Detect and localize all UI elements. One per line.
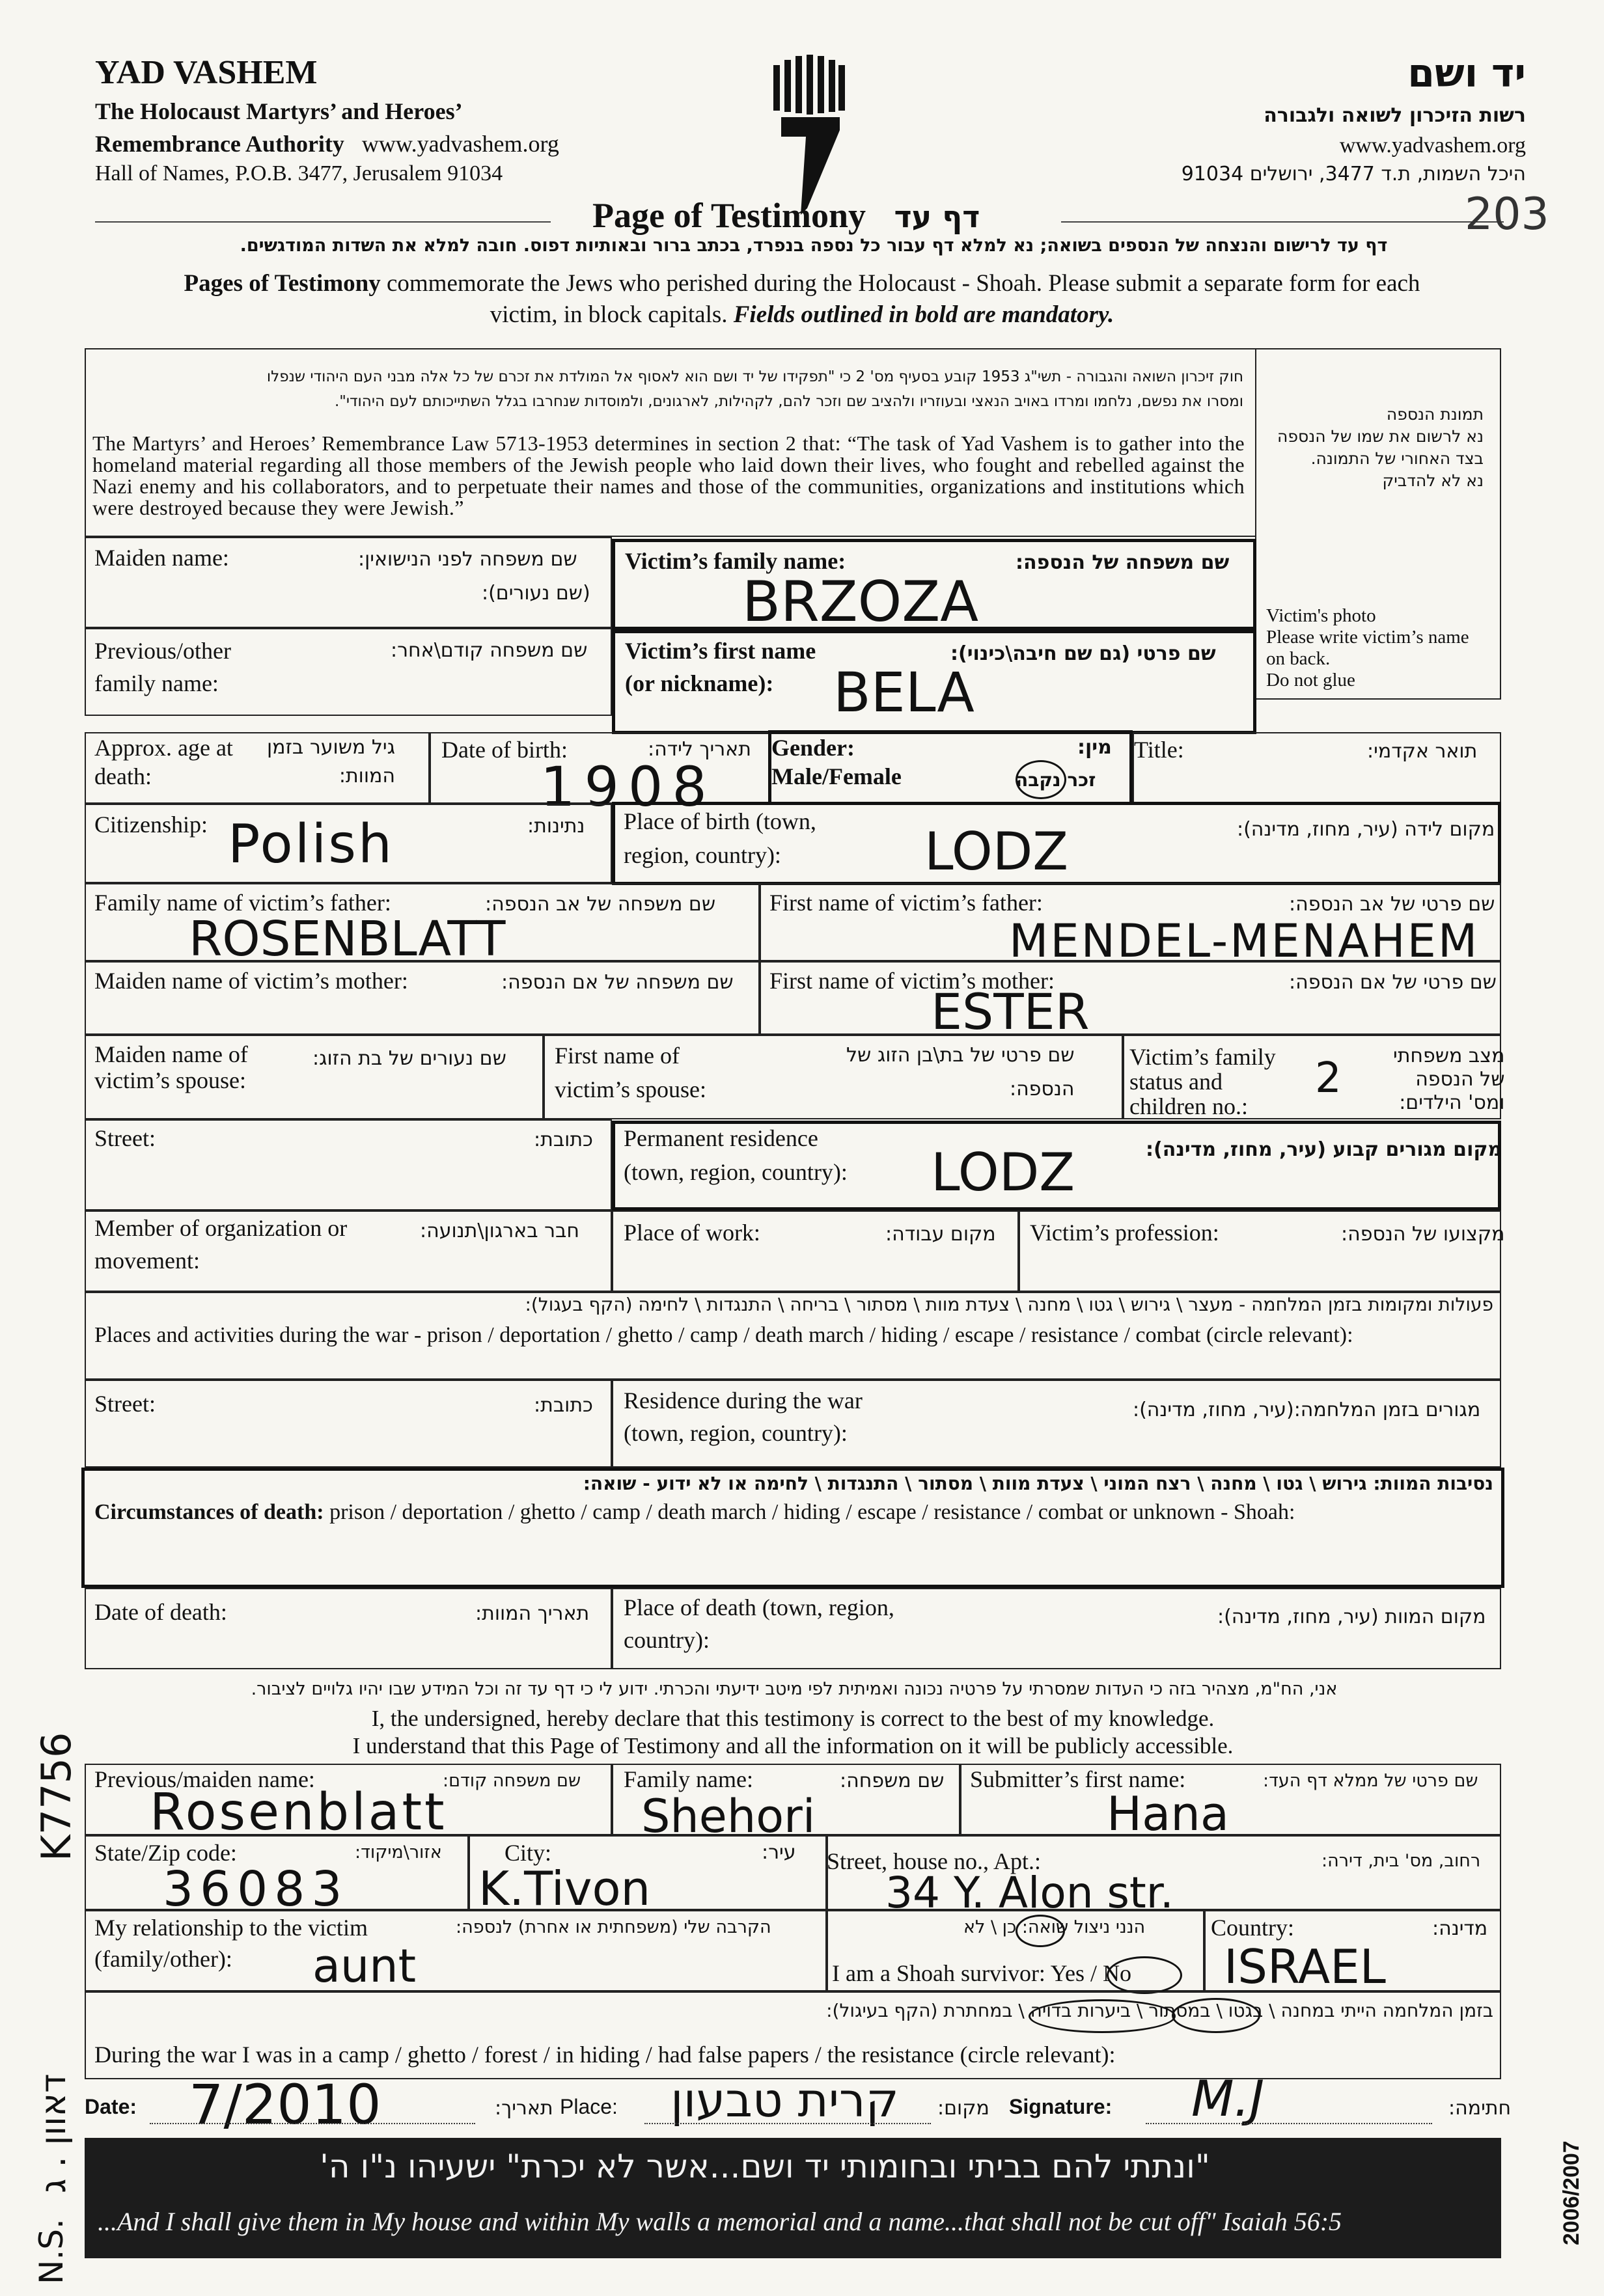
spouse-first-name-label-1: First name of	[555, 1043, 680, 1069]
photo-instructions-he	[1277, 403, 1484, 492]
profession-label: Victim’s profession:	[1030, 1220, 1219, 1246]
instruction-he: דף עד לרישום והנצחה של הנספים בשואה; נא למלא דף עבור כל נספה בנפרד, בכתב ברור ובאותיות דפוס. חובה למלא את השדות המודגשים.	[240, 236, 1388, 256]
submitter-city-value: K.Tivon	[478, 1861, 651, 1916]
dob-label-he: תאריך לידה:	[648, 738, 751, 761]
citizenship-value: Polish	[228, 813, 394, 875]
submitter-street-value: 34 Y. Alon str.	[885, 1868, 1174, 1918]
page-number: 203	[1465, 189, 1549, 240]
citizenship-label-he: נתינות:	[527, 815, 585, 838]
victim-first-name-label-he: שם פרטי (גם שם חיבה\כינוי):	[950, 642, 1216, 665]
title-label: Title:	[1134, 737, 1184, 763]
gender-label-2: Male/Female	[771, 763, 902, 789]
gender-label-1: Gender:	[771, 735, 855, 761]
father-first-name-label: First name of victim’s father:	[769, 890, 1043, 916]
address-he: היכל השמות, ת.ד 3477, ירושלים 91034	[1181, 163, 1526, 185]
mother-first-name-label-he: שם פרטי של אם הנספה:	[1289, 971, 1497, 994]
date-line	[150, 2123, 475, 2124]
circumstances-label-rest: prison / deportation / ghetto / camp / death march / hiding / escape / resistance / combat or unknown - Shoah:	[329, 1500, 1295, 1524]
war-residence-label-2: (town, region, country):	[624, 1420, 848, 1446]
permanent-residence-label-2: (town, region, country):	[624, 1159, 848, 1185]
organization-label	[94, 1214, 347, 1275]
dob-value: 1908	[540, 755, 716, 819]
instruction-en	[91, 268, 1513, 331]
margin-note-top: K7756	[33, 1732, 80, 1861]
form-title-he: דף עד	[894, 199, 980, 234]
signature-line	[1146, 2123, 1432, 2124]
submitter-street-label-he: רחוב, מס' בית, דירה:	[1321, 1851, 1481, 1871]
father-first-name-label-he: שם פרטי של אב הנספה:	[1289, 893, 1495, 916]
war-residence-label-he: מגורים בזמן המלחמה:(עיר, מחוז, מדינה):	[1133, 1399, 1481, 1421]
submitter-first-name-value: Hana	[1107, 1786, 1230, 1841]
war-street-field[interactable]	[85, 1380, 612, 1468]
place-label-he: מקום:	[937, 2097, 989, 2120]
circumstances-label-bold: Circumstances of death:	[94, 1500, 324, 1524]
submitter-survivor-label-he: הנני ניצול שואה: כן \ לא	[963, 1917, 1146, 1937]
spouse-maiden-name-label-1: Maiden name of	[94, 1041, 248, 1067]
gender-label-he: מין:	[1077, 736, 1112, 759]
place-line	[644, 2123, 931, 2124]
mother-maiden-name-label-he: שם משפחה של אם הנספה:	[501, 971, 734, 994]
maiden-name-label-he2: (שם נעורים):	[482, 582, 590, 605]
footer-quote-en: ...And I shall give them in My house and within My walls a memorial and a name...that shall not be cut off" Isaiah 56:5	[98, 2207, 1342, 2236]
photo-instructions-en	[1266, 605, 1469, 691]
date-label-he: תאריך:	[495, 2097, 553, 2120]
org-subtitle-en-2-text: Remembrance Authority	[95, 131, 344, 157]
place-of-work-label-he: מקום עבודה:	[885, 1223, 996, 1246]
street-label: Street:	[94, 1125, 156, 1151]
spouse-maiden-name-label-2: victim’s spouse:	[94, 1067, 246, 1093]
prev-family-name-label-2: family name:	[94, 670, 219, 696]
submitter-first-name-label-he: שם פרטי של ממלא דף העד:	[1263, 1771, 1478, 1791]
war-residence-label	[624, 1386, 863, 1447]
war-activities-label: Places and activities during the war - prison / deportation / ghetto / camp / death march / hiding / escape / resistance / combat (circle relevant):	[94, 1323, 1353, 1347]
website-left: www.yadvashem.org	[361, 131, 559, 157]
instruction-en-line2: victim, in block capitals.	[490, 301, 728, 328]
submitter-relationship-label-1: My relationship to the victim	[94, 1915, 368, 1941]
street-label-he: כתובת:	[534, 1128, 593, 1151]
submitter-country-value: ISRAEL	[1224, 1939, 1386, 1994]
address-en: Hall of Names, P.O.B. 3477, Jerusalem 91034	[95, 161, 503, 185]
place-of-birth-label-he: מקום לידה (עיר, מחוז, מדינה):	[1237, 818, 1495, 841]
signature-label: Signature:	[1009, 2095, 1113, 2118]
law-he-line2: ומסרו את נפשם, נלחמו ומרדו באויב הנאצי ובעוזריו ולהציב שם וזכר להם, לקהילות, לארגונים, ולמוסדות שנחרבו בגלל השתייכותם לעם היהודי".	[334, 393, 1243, 410]
form-title-en: Page of Testimony	[592, 196, 866, 235]
submitter-zip-value: 36083	[163, 1861, 349, 1917]
spouse-first-name-label	[555, 1041, 706, 1104]
family-status-label-2: status and	[1129, 1069, 1223, 1095]
website-right: www.yadvashem.org	[1339, 133, 1526, 157]
place-of-birth-label	[624, 807, 816, 869]
war-street-label-he: כתובת:	[534, 1394, 593, 1417]
org-subtitle-en: The Holocaust Martyrs’ and Heroes’	[95, 98, 463, 124]
family-status-label-he-2: של הנספה	[1415, 1068, 1505, 1091]
title-label-he: תואר אקדמי:	[1367, 740, 1478, 763]
spouse-maiden-name-label	[94, 1041, 248, 1093]
submitter-relationship-value: aunt	[312, 1939, 417, 1993]
submitter-country-label: Country:	[1211, 1915, 1295, 1941]
permanent-residence-label-he: מקום מגורים קבוע (עיר, מחוז, מדינה):	[1146, 1138, 1502, 1161]
submitter-city-label-he: עיר:	[762, 1841, 796, 1864]
declaration-en-2: I understand that this Page of Testimony and all the information on it will be publicly accessible.	[352, 1733, 1234, 1758]
declaration-en-1: I, the undersigned, hereby declare that this testimony is correct to the best of my knowledge.	[371, 1706, 1215, 1731]
mother-first-name-label: First name of victim’s mother:	[769, 968, 1055, 994]
law-he-line1: חוק זיכרון השואה והגבורה - תשי"ג 1953 קובע בסעיף מס' 2 כי "תפקידו של יד ושם הוא לאסוף אל המולדת את זכרם של כל אלה מבני העם היהודי שנפלו	[266, 368, 1243, 385]
photo-en-1: Victim's photo	[1266, 605, 1376, 626]
gender-female-circle	[1016, 760, 1066, 799]
header-divider-left	[95, 221, 551, 223]
org-subtitle-en-2	[95, 130, 559, 157]
father-family-name-label-he: שם משפחה של אב הנספה:	[485, 893, 716, 916]
age-label-he-1: גיל משוער בזמן	[267, 736, 395, 759]
submitter-during-war-label-he: בזמן המלחמה הייתי במחנה \ בגטו \ במסתור \ ביערות בדויה \ במחתרת (הקף בעיגול):	[826, 2000, 1493, 2021]
war-street-label: Street:	[94, 1391, 156, 1417]
permanent-residence-label-1: Permanent residence	[624, 1125, 818, 1151]
submitter-country-label-he: מדינה:	[1432, 1917, 1488, 1940]
place-of-death-label-2: country):	[624, 1627, 710, 1653]
submitter-family-name-label: Family name:	[624, 1766, 753, 1792]
declaration-he: אני, הח"מ, מצהיר בזה כי העדות שמסרתי על פרטיה נכונה ואמיתית לפי מיטב ידיעתי והכרתי. ידוע לי כי דף עד זה וכל המידע שבו יהיו גלויים לציבור.	[251, 1679, 1338, 1699]
war-activities-label-he: פעולות ומקומות בזמן המלחמה - מעצר \ גירוש \ גטו \ מחנה \ צעדת מוות \ מסתור \ בריחה \ התנגדות \ לחימה (הקף בעגול):	[525, 1294, 1493, 1315]
submitter-prev-name-label-he: שם משפחה קודם:	[443, 1771, 581, 1791]
organization-label-he: חבר בארגון\תנועה:	[420, 1220, 579, 1242]
citizenship-label: Citizenship:	[94, 812, 208, 838]
permanent-residence-value: LODZ	[931, 1142, 1075, 1203]
submitter-family-name-value: Shehori	[641, 1790, 816, 1843]
submitter-prev-name-label: Previous/maiden name:	[94, 1766, 315, 1792]
father-family-name-value: ROSENBLATT	[189, 911, 506, 967]
father-family-name-label: Family name of victim’s father:	[94, 890, 391, 916]
place-of-death-label	[624, 1593, 894, 1654]
submitter-during-war-label: During the war I was in a camp / ghetto / forest / in hiding / had false papers / the resistance (circle relevant):	[94, 2042, 1116, 2068]
during-war-circle-2	[1172, 1998, 1260, 2033]
maiden-name-label: Maiden name:	[94, 545, 229, 571]
place-of-birth-value: LODZ	[924, 821, 1069, 882]
victim-first-name-value: BELA	[833, 661, 975, 724]
prev-family-name-label-he: שם משפחה קודם\אחר:	[391, 639, 588, 662]
submitter-prev-name-value: Rosenblatt	[150, 1783, 447, 1842]
org-subtitle-he: רשות הזיכרון לשואה ולגבורה	[1264, 104, 1526, 127]
gender-label	[771, 733, 902, 791]
gender-options-he: זכר נקבה	[1016, 769, 1096, 791]
place-of-birth-label-2: region, country):	[624, 842, 781, 868]
place-of-death-label-he: מקום המוות (עיר, מחוז, מדינה):	[1217, 1606, 1486, 1628]
place-label: Place:	[560, 2095, 618, 2118]
date-label: Date:	[85, 2095, 137, 2118]
family-status-label	[1129, 1045, 1276, 1119]
law-text-en: The Martyrs’ and Heroes’ Remembrance Law 5713-1953 determines in section 2 that: “The task of Yad Vashem is to gather into the homeland material regarding all those members of the Jewish people who laid down their lives, who fought and rebelled against the Nazi enemy and his collaborators, and to perpetuate their names and those of the communities, organizations and institutions which were destroyed because they were Jewish.”	[92, 431, 1245, 519]
form-version: 2006/2007	[1559, 2140, 1584, 2245]
place-value: קרית טבעון	[671, 2073, 899, 2127]
victim-family-name-value: BRZOZA	[742, 569, 979, 635]
place-of-death-label-1: Place of death (town, region,	[624, 1594, 894, 1620]
family-status-label-1: Victim’s family	[1129, 1044, 1276, 1070]
survivor-yes-circle	[1016, 1915, 1065, 1947]
margin-note-bottom: N.S.	[33, 2219, 70, 2284]
organization-label-2: movement:	[94, 1248, 200, 1274]
spouse-first-name-label-he	[846, 1041, 1075, 1104]
org-title-he: יד ושם	[1407, 51, 1526, 96]
header-divider-right	[1061, 221, 1504, 223]
signature-label-he: חתימה:	[1448, 2097, 1512, 2120]
family-status-label-he-3: ומס' הילדים:	[1399, 1091, 1505, 1114]
photo-he-3: בצד האחורי של התמונה.	[1310, 449, 1484, 468]
age-label	[94, 733, 233, 791]
victim-first-name-label-1: Victim’s first name	[625, 638, 816, 664]
signature-value[interactable]: M.J	[1191, 2070, 1265, 2127]
permanent-residence-label	[624, 1124, 848, 1186]
form-title	[592, 195, 980, 236]
street-field[interactable]	[85, 1119, 612, 1210]
org-title-en: YAD VASHEM	[95, 54, 318, 91]
place-of-work-label: Place of work:	[624, 1220, 760, 1246]
family-status-label-he	[1393, 1045, 1504, 1115]
family-status-label-3: children no.:	[1129, 1093, 1248, 1119]
spouse-first-name-label-2: victim’s spouse:	[555, 1076, 706, 1102]
age-label-he	[267, 733, 395, 791]
photo-en-4: Do not glue	[1266, 670, 1355, 690]
family-status-label-he-1: מצב משפחתי	[1393, 1045, 1505, 1067]
war-residence-label-1: Residence during the war	[624, 1387, 863, 1414]
age-label-1: Approx. age at	[94, 735, 233, 761]
father-first-name-value: MENDEL-MENAHEM	[1009, 914, 1480, 968]
declaration-en	[85, 1705, 1501, 1760]
instruction-mandatory: Fields outlined in bold are mandatory.	[733, 301, 1114, 328]
circumstances-label-he: נסיבות המוות: גירוש \ גטו \ מחנה \ רצח המוני \ צעדת מוות \ מסתור \ התנגדות \ לחימה או לא ידוע - שואה:	[583, 1473, 1493, 1494]
law-text-he	[98, 364, 1243, 414]
age-label-2: death:	[94, 763, 152, 789]
spouse-first-name-label-he-2: הנספה:	[1009, 1078, 1075, 1100]
photo-he-1: תמונת הנספה	[1386, 405, 1484, 424]
submitter-relationship-label-he: הקרבה שלי (משפחתית או אחרת) לנספה:	[456, 1917, 771, 1937]
during-war-circle-1	[1029, 1999, 1176, 2033]
victim-family-name-label-he: שם משפחה של הנספה:	[1016, 551, 1230, 574]
submitter-relationship-label-2: (family/other):	[94, 1946, 232, 1972]
submitter-zip-label-he: אזור\מיקוד:	[355, 1842, 442, 1863]
photo-en-3: on back.	[1266, 648, 1331, 669]
mother-maiden-name-label: Maiden name of victim’s mother:	[94, 968, 408, 994]
victim-first-name-label-2: (or nickname):	[625, 670, 774, 696]
place-of-birth-label-1: Place of birth (town,	[624, 808, 816, 834]
submitter-first-name-label: Submitter’s first name:	[970, 1766, 1186, 1792]
profession-label-he: מקצועו של הנספה:	[1341, 1223, 1505, 1246]
organization-label-1: Member of organization or	[94, 1215, 348, 1241]
footer-quote-he: "ונתתי להם בביתי ובחומותי יד ושם...אשר לא יכרת" ישעיהו נ"ו ה'	[320, 2148, 1210, 2185]
photo-en-2: Please write victim’s name	[1266, 627, 1469, 648]
submitter-zip-label: State/Zip code:	[94, 1840, 237, 1866]
family-status-value: 2	[1315, 1054, 1342, 1102]
date-of-death-label: Date of death:	[94, 1599, 227, 1625]
spouse-first-name-label-he-1: שם פרטי של בת\בן הזוג של	[846, 1044, 1075, 1067]
spouse-maiden-name-label-he: שם נעורים של בת הזוג:	[312, 1047, 506, 1070]
mother-first-name-value: ESTER	[931, 983, 1090, 1041]
photo-he-4: נא לא להדביק	[1382, 471, 1484, 490]
victim-first-name-label	[625, 636, 816, 698]
prev-family-name-label-1: Previous/other	[94, 638, 231, 664]
maiden-name-label-he: שם משפחה לפני הנישואין:	[358, 548, 577, 571]
instruction-en-bold: Pages of Testimony	[184, 270, 381, 297]
victim-family-name-label: Victim’s family name:	[625, 548, 846, 574]
margin-note-mid: דאוון . ג	[33, 2073, 74, 2193]
dob-label: Date of birth:	[441, 737, 568, 763]
date-of-death-label-he: תאריך המוות:	[475, 1602, 590, 1625]
submitter-city-label: City:	[505, 1840, 552, 1866]
prev-family-name-label	[94, 636, 231, 698]
circumstances-label	[94, 1498, 1295, 1527]
survivor-yes-circle-en	[1107, 1956, 1182, 1994]
instruction-en-rest: commemorate the Jews who perished during the Holocaust - Shoah. Please submit a separate form for each	[386, 270, 1420, 297]
submitter-street-label: Street, house no., Apt.:	[827, 1848, 1041, 1874]
date-value: 7/2010	[189, 2073, 381, 2137]
photo-he-2: נא לרשום את שמו של הנספה	[1277, 427, 1484, 446]
submitter-family-name-label-he: שם משפחה:	[840, 1770, 945, 1792]
submitter-survivor-label: I am a Shoah survivor: Yes / No	[832, 1960, 1131, 1986]
age-label-he-2: המוות:	[339, 765, 395, 787]
